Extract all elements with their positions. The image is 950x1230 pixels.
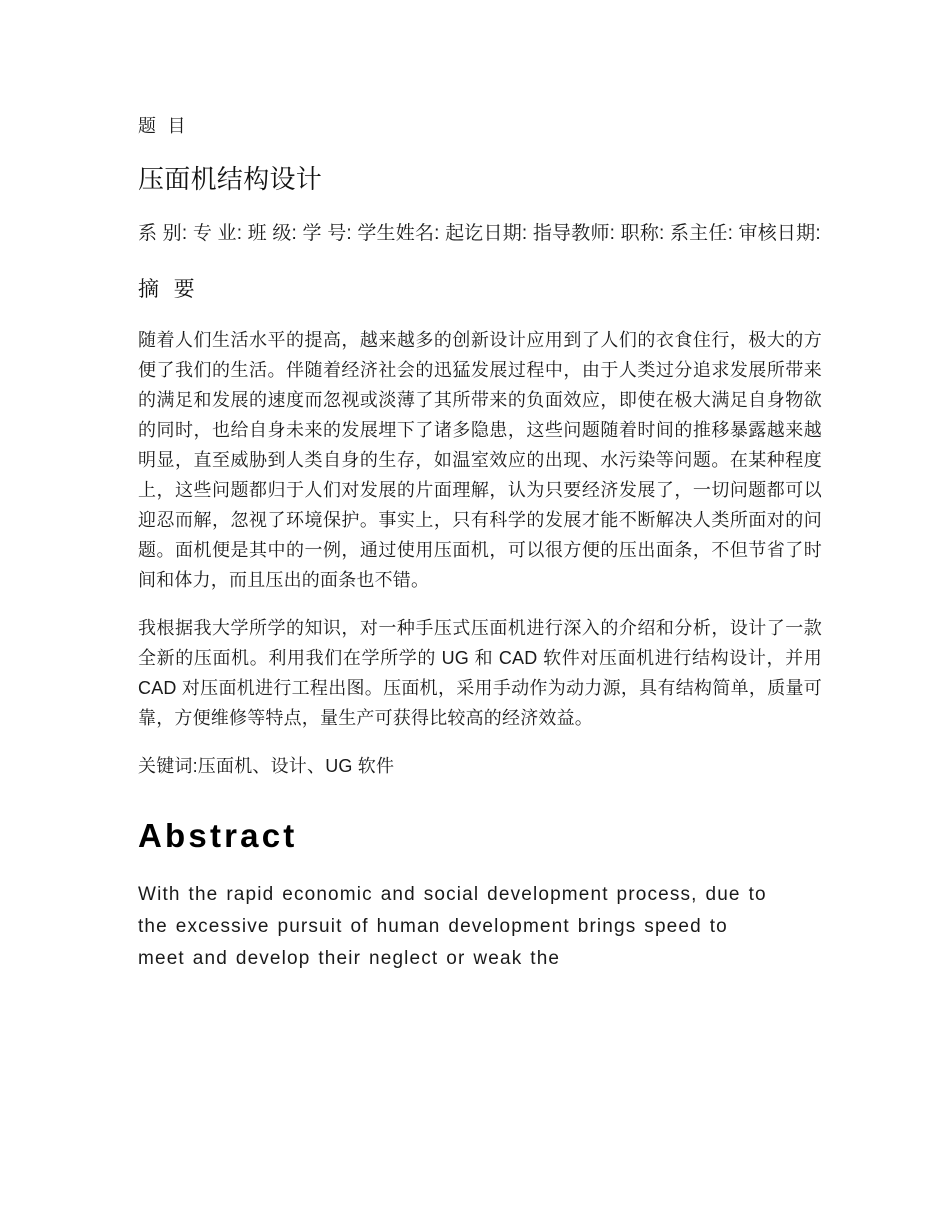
document-metadata-fields: 系 别: 专 业: 班 级: 学 号: 学生姓名: 起讫日期: 指导教师: 职称: 系主任: 审核日期: [138, 223, 821, 244]
document-content [138, 112, 822, 975]
page-title: 压面机结构设计 [138, 164, 323, 194]
abstract-en-paragraph-1: With the rapid economic and social development process, due to the excessive pursuit of human development brings speed to meet and develop their neglect or weak the [138, 884, 767, 969]
section-heading-abstract-en: Abstract [138, 817, 298, 854]
section-heading-abstract-cn: 摘 要 [138, 278, 196, 301]
abstract-cn-paragraph-1: 随着人们生活水平的提高，越来越多的创新设计应用到了人们的衣食住行，极大的方便了我们的生活。伴随着经济社会的迅猛发展过程中，由于人类过分追求发展所带来的满足和发展的速度而忽视或淡薄了其所带来的负面效应，即使在极大满足自身物欲的同时，也给自身未来的发展埋下了诸多隐患，这些问题随着时间的推移暴露越来越明显，直至威胁到人类自身的生存，如温室效应的出现、水污染等问题。在某种程度上，这些问题都归于人们对发展的片面理解，认为只要经济发展了，一切问题都可以迎忍而解，忽视了环境保护。事实上，只有科学的发展才能不断解决人类所面对的问题。面机便是其中的一例，通过使用压面机，可以很方便的压出面条，不但节省了时间和体力，而且压出的面条也不错。 [138, 330, 822, 590]
abstract-cn-paragraph-2: 我根据我大学所学的知识，对一种手压式压面机进行深入的介绍和分析，设计了一款全新的压面机。利用我们在学所学的 UG 和 CAD 软件对压面机进行结构设计，并用 CAD 对压面机进行工程出图。压面机，采用手动作为动力源，具有结构简单，质量可靠，方便维修等特点，量生产可获得比较高的经济效益。 [138, 618, 822, 728]
document-label: 题 目 [138, 116, 187, 136]
keywords-line: 关键词:压面机、设计、UG 软件 [138, 756, 395, 776]
